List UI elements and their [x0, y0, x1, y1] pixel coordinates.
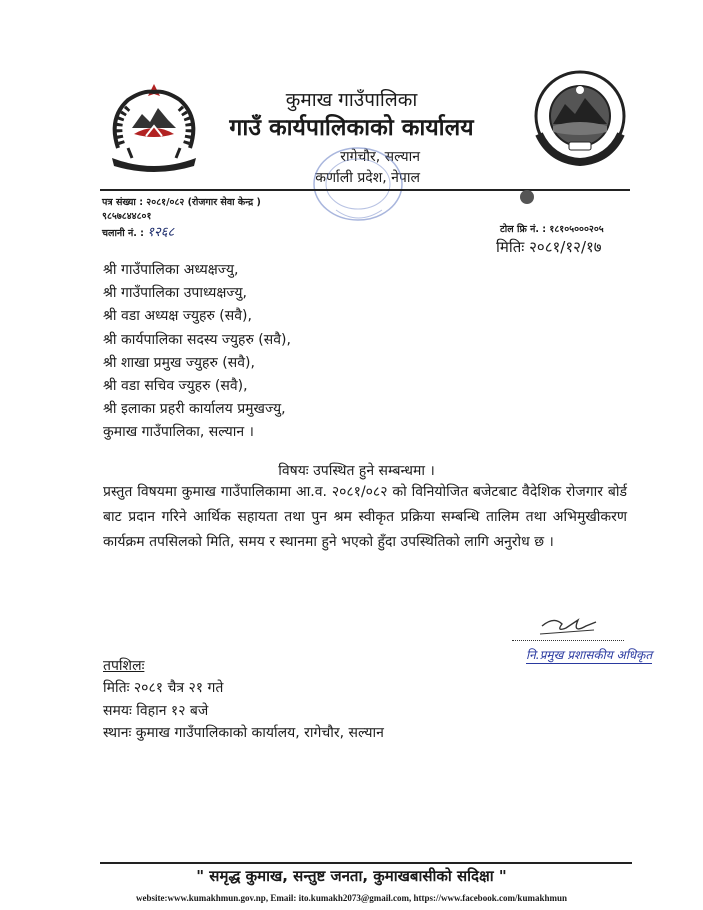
recipient-item: कुमाख गाउँपालिका, सल्यान । — [103, 424, 254, 441]
letter-number: पत्र संख्या : २०८१/०८२ (रोजगार सेवा केन्द्र ) — [102, 197, 261, 208]
schedule-heading: तपशिलः — [103, 658, 145, 674]
recipient-item: श्री गाउँपालिका उपाध्यक्षज्यु, — [103, 285, 247, 302]
dispatch-number: १२६८ — [147, 225, 175, 240]
office-round-stamp — [296, 140, 406, 236]
recipient-item: श्री वडा सचिव ज्युहरु (सवै), — [103, 378, 248, 395]
dispatch-label: चलानी नं. : — [102, 228, 144, 239]
header-divider — [100, 189, 630, 191]
letter-date: मितिः २०८१/१२/१७ — [496, 238, 602, 256]
signatory-title-stamp: नि.प्रमुख प्रशासकीय अधिकृत — [526, 648, 653, 662]
handwritten-signature — [536, 612, 600, 640]
municipality-name: कुमाख गाउँपालिका — [285, 89, 418, 111]
address-line-2: कर्णाली प्रदेश, नेपाल — [315, 170, 420, 186]
dispatch-info — [102, 222, 174, 240]
footer-contact: website:www.kumakhmun.gov.np, Email: ito.kumakh2073@gmail.com, https://www.facebook.com/kumakhmun — [136, 893, 567, 903]
recipient-item: श्री शाखा प्रमुख ज्युहरु (सवै), — [103, 354, 255, 371]
address-line-1: रागेचौर, सल्यान — [340, 149, 420, 165]
letter-body: प्रस्तुत विषयमा कुमाख गाउँपालिकामा आ.व. २०८१/०८२ को विनियोजित बजेटबाट वैदेशिक रोजगार बोर्ड बाट प्रदान गरिने आर्थिक सहायता तथा पुन श्रम स्वीकृत प्रक्रिया सम्बन्धि तालिम तथा अभिमुखीकरण कार्यक्रम तपसिलको मिति, समय र स्थानमा हुने भएको हुँदा उपस्थितिको लागि अनुरोध छ । — [103, 484, 627, 550]
letter-subject: विषयः उपस्थित हुने सम्बन्धमा । — [278, 463, 435, 479]
office-phone: ९८५७८४४८०१ — [102, 211, 152, 222]
footer-motto: " समृद्ध कुमाख, सन्तुष्ट जनता, कुमाखबासीको सदिक्षा " — [196, 867, 507, 885]
page-number-badge — [520, 190, 534, 204]
recipient-item: श्री गाउँपालिका अध्यक्षज्यु, — [103, 262, 239, 278]
signature-line — [512, 640, 624, 641]
toll-free-number: टोल फ्रि नं. : १८१०५०००२०५ — [500, 224, 604, 235]
schedule-time: समयः विहान १२ बजे — [103, 702, 209, 719]
recipient-list — [103, 259, 291, 445]
footer-divider — [100, 862, 632, 864]
schedule-date: मितिः २०८१ चैत्र २१ गते — [103, 680, 224, 696]
recipient-item: श्री वडा अध्यक्ष ज्युहरु (सवै), — [103, 308, 252, 325]
schedule-venue: स्थानः कुमाख गाउँपालिकाको कार्यालय, रागेचौर, सल्यान — [103, 725, 384, 741]
office-title: गाउँ कार्यपालिकाको कार्यालय — [229, 115, 474, 141]
recipient-item: श्री कार्यपालिका सदस्य ज्युहरु (सवै), — [103, 331, 291, 348]
recipient-item: श्री इलाका प्रहरी कार्यालय प्रमुखज्यु, — [103, 401, 286, 418]
schedule-list — [103, 677, 384, 745]
